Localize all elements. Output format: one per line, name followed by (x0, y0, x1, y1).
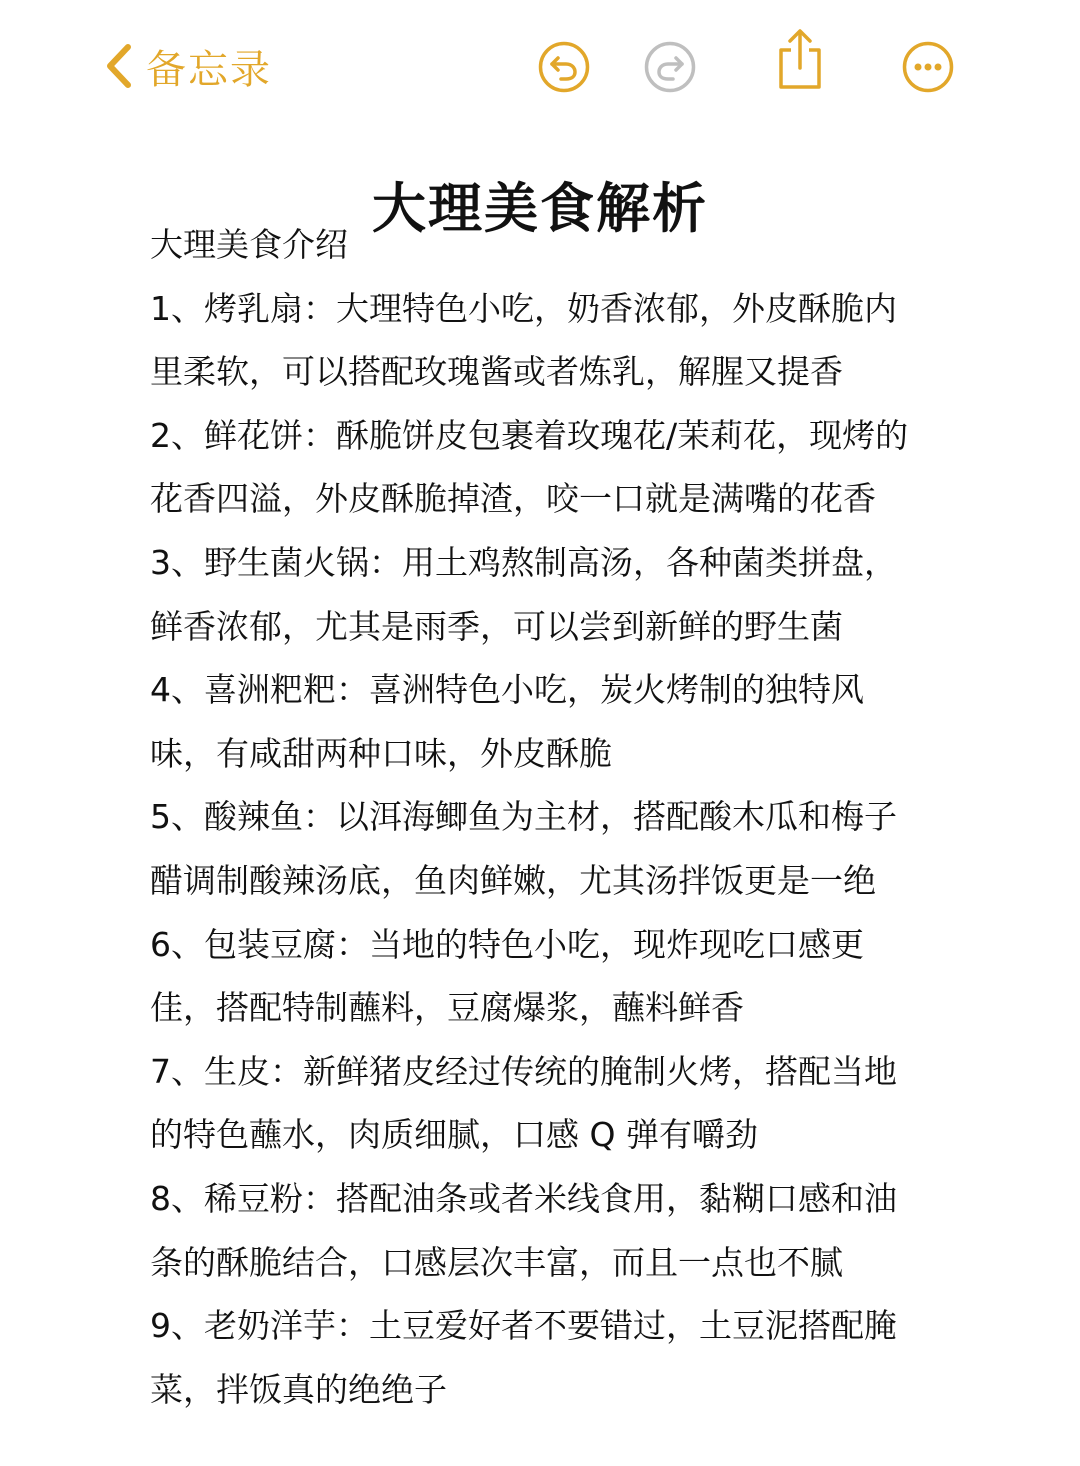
note-list-item: 7、生皮：新鲜猪皮经过传统的腌制火烤，搭配当地的特色蘸水，肉质细腻，口感 Q 弹有嚼劲 (150, 1051, 897, 1155)
note-list-item: 5、酸辣鱼：以洱海鲫鱼为主材，搭配酸木瓜和梅子醋调制酸辣汤底，鱼肉鲜嫩，尤其汤拌饭更是一绝 (150, 797, 897, 900)
note-body[interactable] (150, 213, 925, 1421)
back-button-label: 备忘录 (146, 46, 272, 93)
more-button[interactable] (899, 38, 957, 96)
note-subtitle: 大理美食介绍 (150, 225, 348, 264)
note-list-item: 3、野生菌火锅：用土鸡熬制高汤，各种菌类拼盘，鲜香浓郁，尤其是雨季，可以尝到新鲜的野生菌 (150, 542, 897, 646)
note-list-item: 1、烤乳扇：大理特色小吃，奶香浓郁，外皮酥脆内里柔软，可以搭配玫瑰酱或者炼乳，解腥又提香 (150, 288, 897, 392)
note-list-item: 8、稀豆粉：搭配油条或者米线食用，黏糊口感和油条的酥脆结合，口感层次丰富，而且一点也不腻 (150, 1178, 897, 1282)
note-list-item: 9、老奶洋芋：土豆爱好者不要错过，土豆泥搭配腌菜，拌饭真的绝绝子 (150, 1306, 897, 1409)
note-list-item: 6、包装豆腐：当地的特色小吃，现炸现吃口感更佳，搭配特制蘸料，豆腐爆浆，蘸料鲜香 (150, 924, 864, 1028)
note-list-item: 4、喜洲粑粑：喜洲特色小吃，炭火烤制的独特风味，有咸甜两种口味，外皮酥脆 (150, 670, 864, 773)
chevron-left-icon (104, 43, 132, 89)
back-button[interactable] (104, 34, 272, 98)
redo-icon (643, 40, 697, 94)
undo-icon (537, 40, 591, 94)
note-list-item: 2、鲜花饼：酥脆饼皮包裹着玫瑰花/茉莉花，现烤的花香四溢，外皮酥脆掉渣，咬一口就是满嘴的花香 (150, 415, 909, 519)
more-icon (901, 40, 955, 94)
note-title: 大理美食解析 (372, 177, 708, 241)
undo-button[interactable] (535, 38, 593, 96)
share-icon (774, 26, 826, 92)
share-button[interactable] (771, 30, 829, 88)
note-toolbar (0, 0, 1080, 130)
redo-button[interactable] (641, 38, 699, 96)
